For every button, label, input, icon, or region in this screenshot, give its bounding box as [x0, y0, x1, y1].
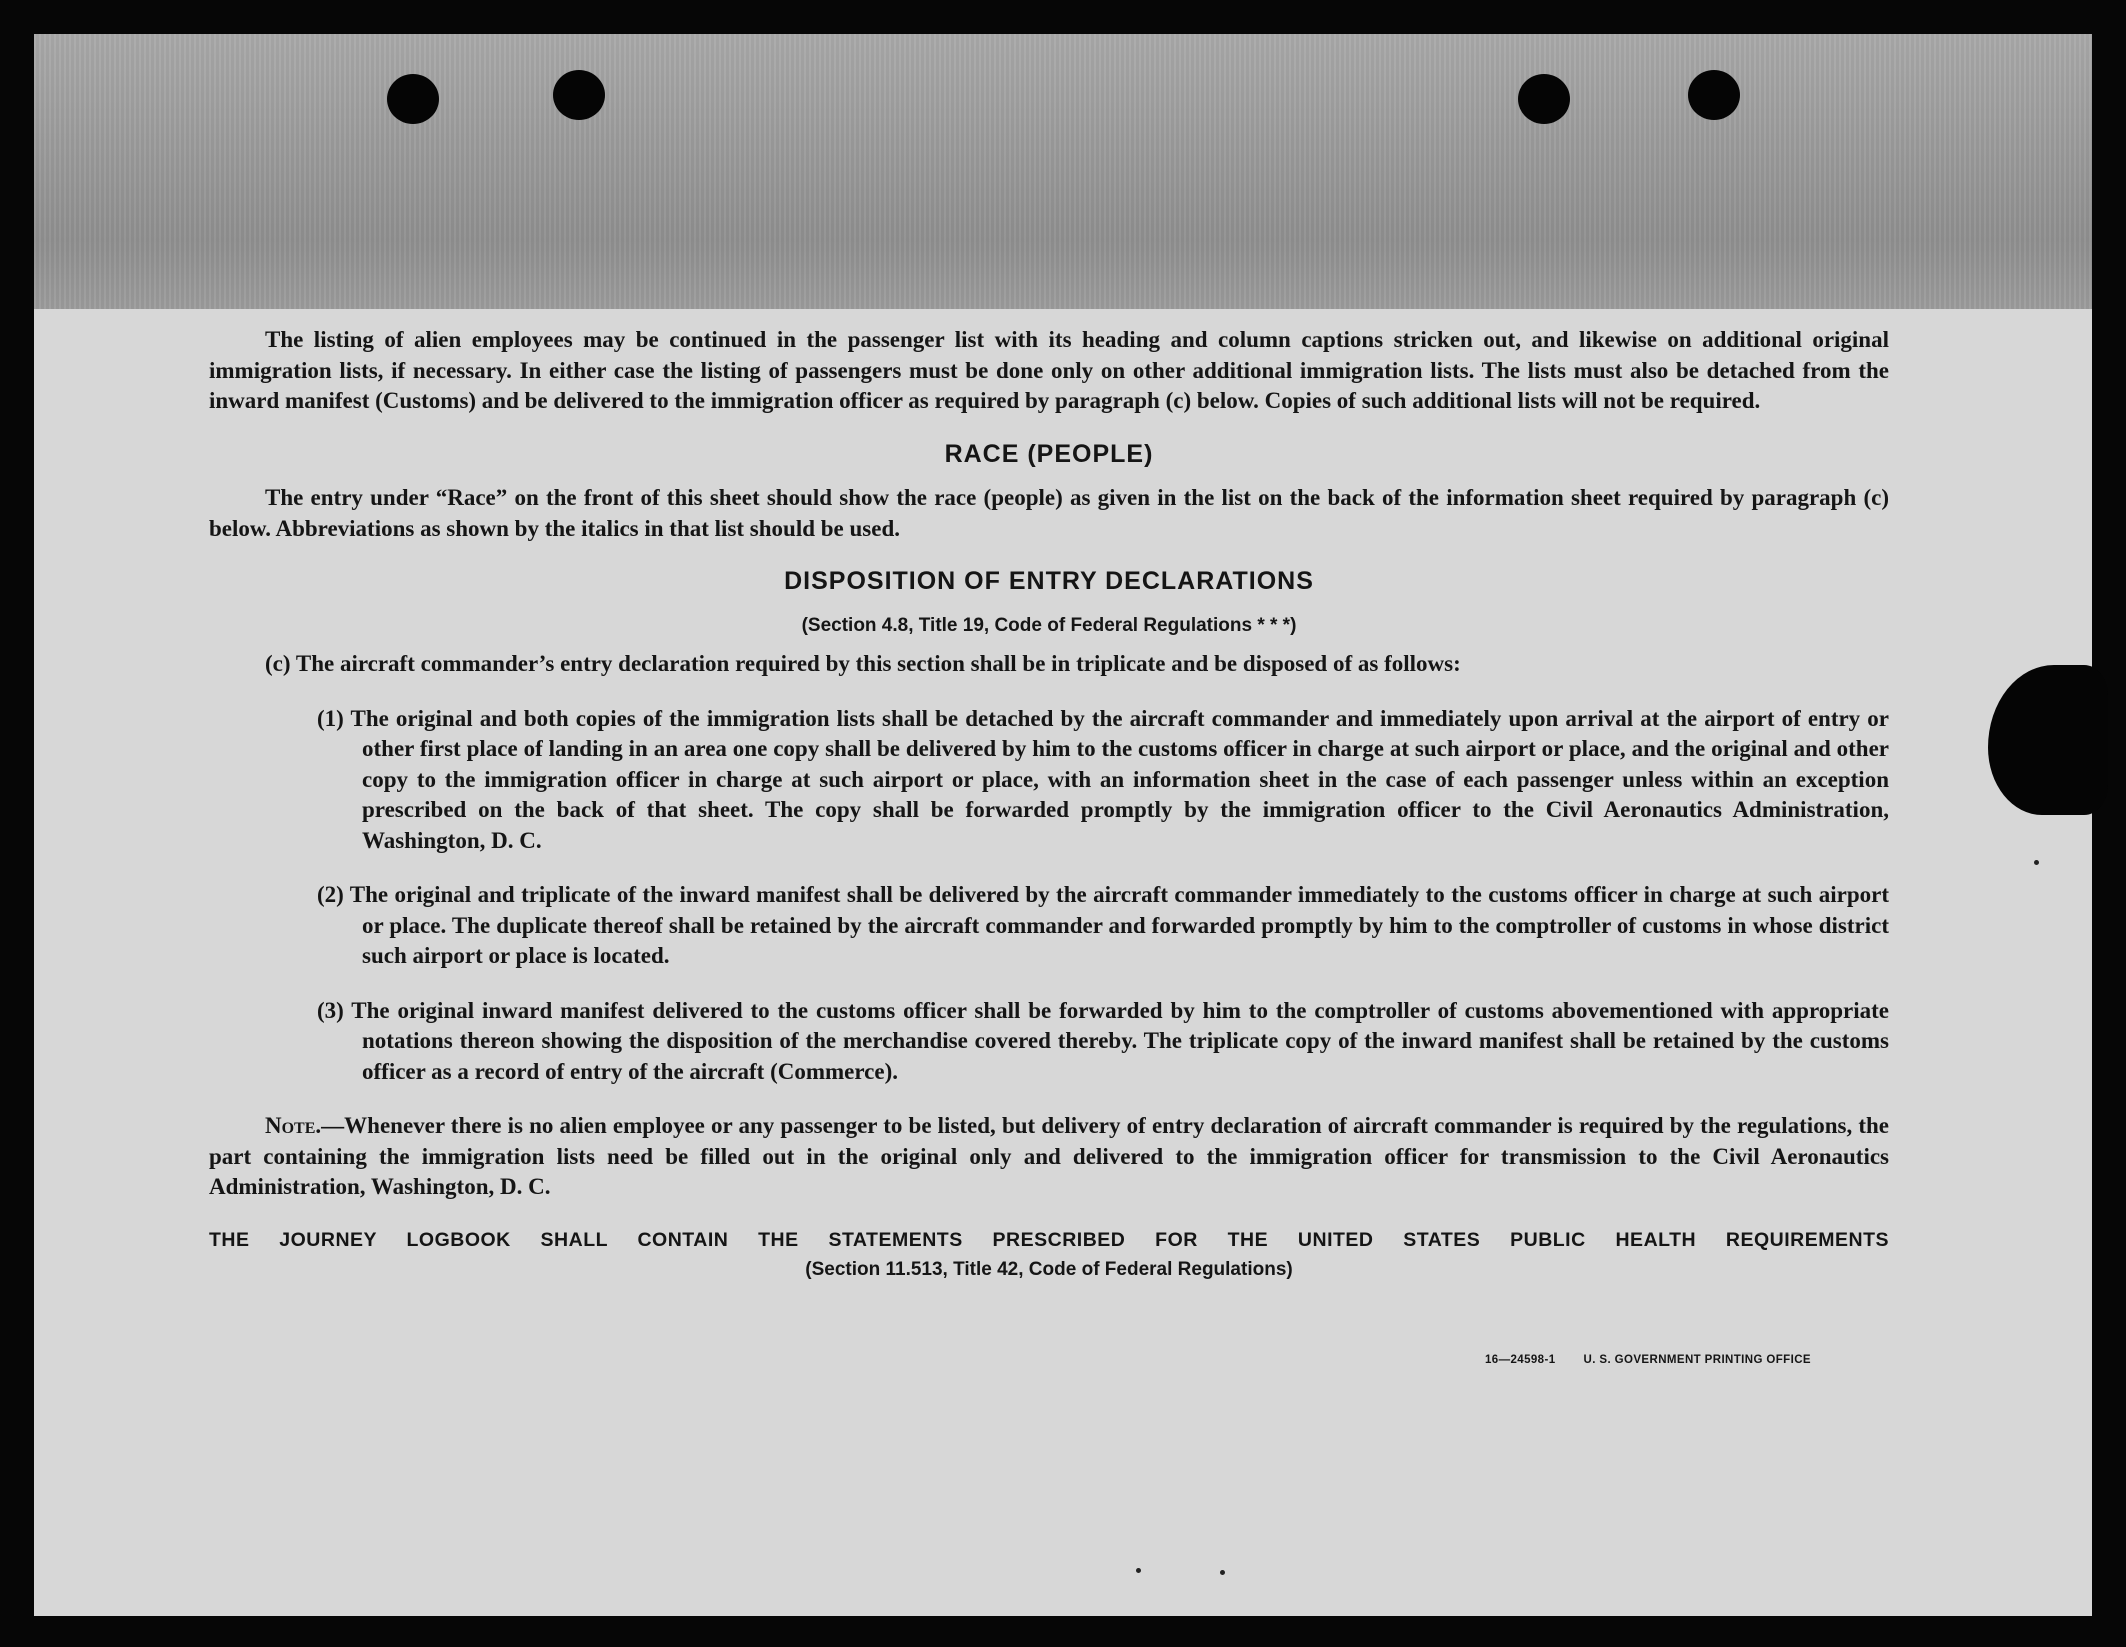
race-paragraph: The entry under “Race” on the front of this sheet should show the race (people) as given in the list on the back of the information sheet required by paragraph (c) below. Abbreviations as shown by the italics in that list should be used.	[209, 485, 1889, 541]
race-heading: RACE (PEOPLE)	[944, 439, 1154, 468]
journey-citation: (Section 11.513, Title 42, Code of Federal Regulations)	[805, 1259, 1293, 1280]
list-item: (2) The original and triplicate of the inward manifest shall be delivered by the aircraft commander immediately to the customs officer in charge at such airport or place. The duplicate thereof shall be retained by the aircraft commander and forwarded promptly by him to the comptroller of customs in whose district such airport or place is located.	[317, 882, 1889, 968]
printer-imprint	[1485, 1354, 1811, 1366]
disposition-heading: DISPOSITION OF ENTRY DECLARATIONS	[784, 567, 1314, 595]
punch-hole	[1518, 74, 1570, 124]
list-item: (3) The original inward manifest delivered to the customs officer shall be forwarded by him to the comptroller of customs abovementioned with appropriate notations thereon showing the disposition of the merchandise covered thereby. The triplicate copy of the inward manifest shall be retained by the customs officer as a record of entry of the aircraft (Commerce).	[317, 997, 1889, 1084]
list-item: (1) The original and both copies of the immigration lists shall be detached by the aircraft commander and immediately upon arrival at the airport of entry or other first place of landing in an area one copy shall be delivered by him to the customs officer in charge at such airport or place, and the original and other copy to the immigration officer in charge at such airport or place, with an information sheet in the case of each passenger unless within an exception prescribed on the back of that sheet. The copy shall be forwarded promptly by the immigration officer to the Civil Aeronautics Administration, Washington, D. C.	[317, 705, 1889, 853]
punch-hole	[387, 74, 439, 124]
note-paragraph	[209, 1111, 1889, 1203]
document-body	[209, 325, 1889, 1286]
speck	[1220, 1570, 1225, 1575]
speck	[2034, 860, 2039, 865]
form-number: 16—24598-1	[1485, 1354, 1556, 1366]
folded-top-edge	[34, 34, 2092, 309]
note-text: —Whenever there is no alien employee or any passenger to be listed, but delivery of entry declaration of aircraft commander is required by the regulations, the part containing the immigration lists need be filled out in the original only and delivered to the immigration officer for transmission to the Civil Aeronautics Administration, Washington, D. C.	[209, 1113, 1889, 1199]
printer-name: U. S. GOVERNMENT PRINTING OFFICE	[1583, 1354, 1811, 1366]
speck	[1136, 1568, 1141, 1573]
punch-hole	[553, 70, 605, 120]
punch-hole	[1688, 70, 1740, 120]
journey-heading: THE JOURNEY LOGBOOK SHALL CONTAIN THE STATEMENTS PRESCRIBED FOR THE UNITED STATES PUBLIC HEALTH REQUIREMENTS	[209, 1228, 1889, 1251]
intro-paragraph: The listing of alien employees may be continued in the passenger list with its heading and column captions stricken out, and likewise on additional original immigration lists, if necessary. In either case the listing of passengers must be done only on other additional immigration lists. The lists must also be detached from the inward manifest (Customs) and be delivered to the immigration officer as required by paragraph (c) below. Copies of such additional lists will not be required.	[209, 327, 1889, 413]
note-label: Note.	[265, 1113, 322, 1138]
paragraph-c: (c) The aircraft commander’s entry declaration required by this section shall be in triplicate and be disposed of as follows:	[265, 651, 1461, 676]
disposition-citation: (Section 4.8, Title 19, Code of Federal Regulations * * *)	[801, 614, 1297, 636]
